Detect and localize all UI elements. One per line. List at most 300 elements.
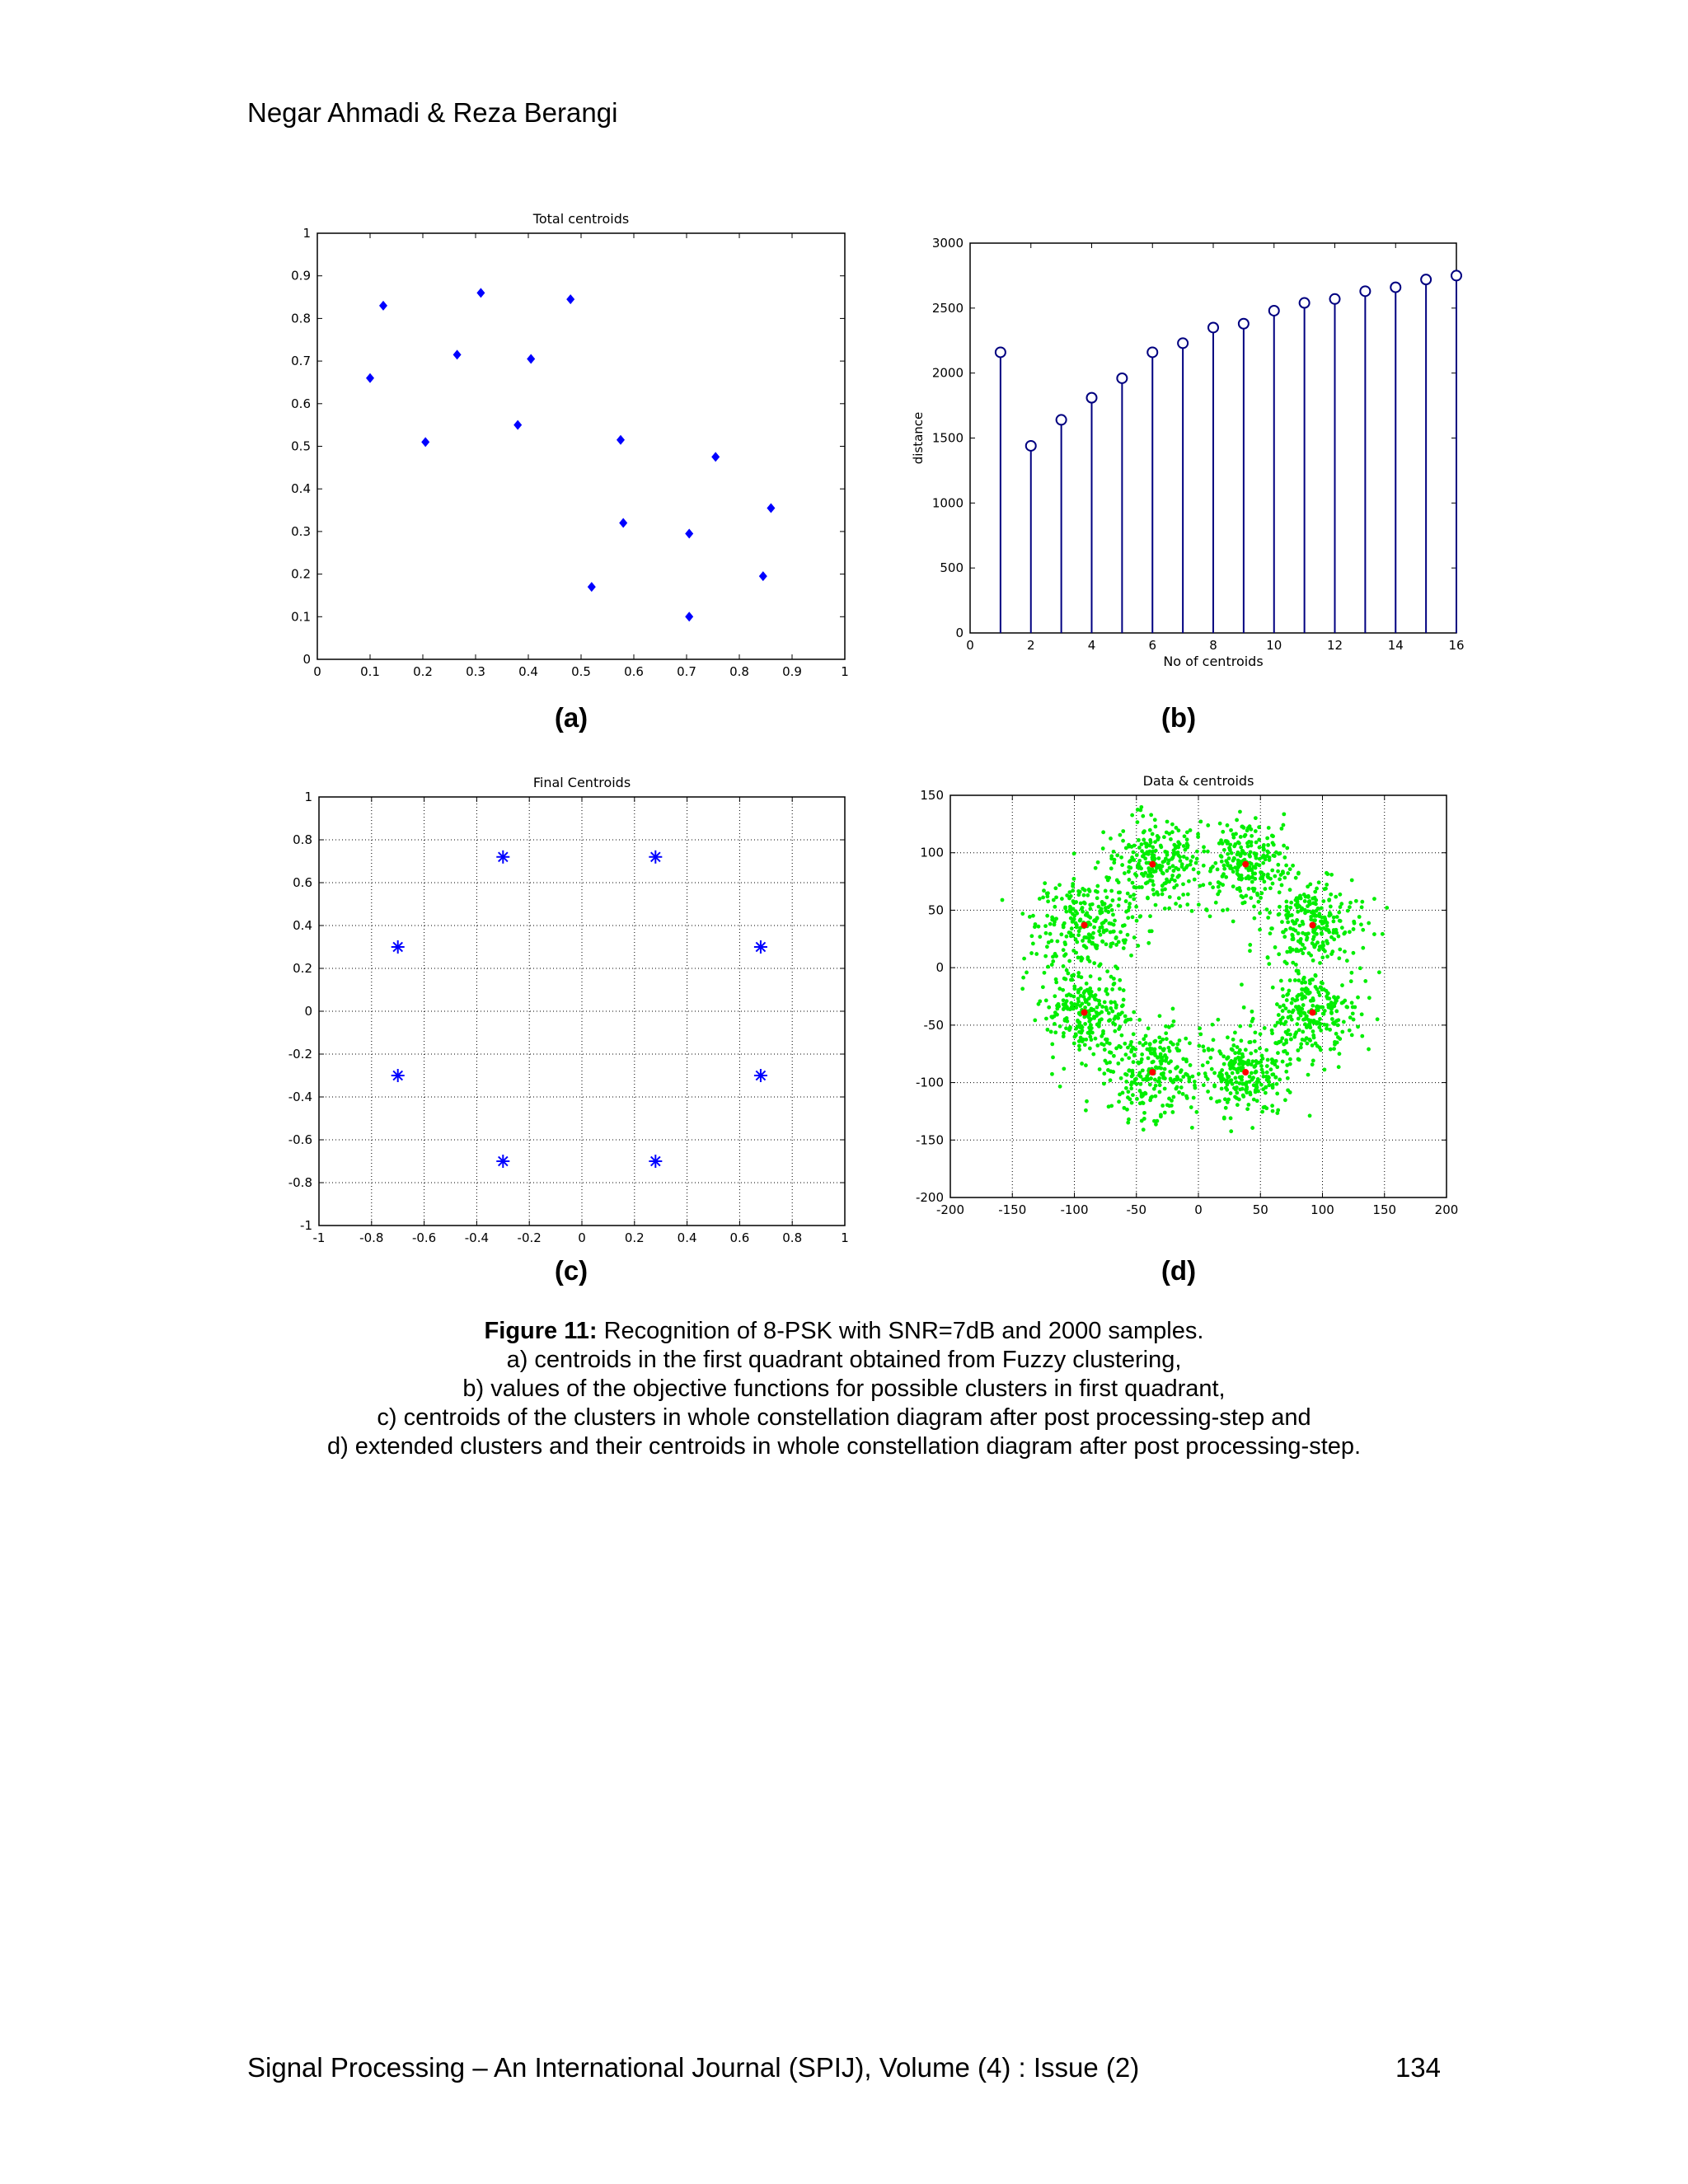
data-point xyxy=(1020,912,1025,916)
data-point xyxy=(1354,899,1358,903)
data-point xyxy=(1168,1049,1172,1053)
data-point xyxy=(1262,843,1266,847)
data-point xyxy=(1053,1015,1057,1019)
data-point xyxy=(1208,1056,1212,1060)
data-point xyxy=(1211,1023,1215,1027)
y-tick-label: 0 xyxy=(955,626,964,640)
data-point xyxy=(1206,850,1210,854)
x-tick-label: 8 xyxy=(1209,638,1217,653)
data-point xyxy=(1045,914,1049,918)
data-point xyxy=(1111,941,1115,945)
data-point xyxy=(1246,874,1250,879)
data-point xyxy=(1282,855,1287,860)
data-point xyxy=(1253,1030,1257,1034)
data-point xyxy=(1280,827,1284,831)
data-point xyxy=(1348,930,1352,934)
data-point xyxy=(1078,919,1082,923)
data-point xyxy=(1308,1038,1312,1043)
data-point xyxy=(1112,977,1116,981)
data-point xyxy=(1190,1126,1194,1130)
data-point xyxy=(1222,864,1226,868)
data-point xyxy=(1315,1005,1319,1009)
data-point xyxy=(1157,1076,1161,1080)
centroid-marker xyxy=(392,1069,405,1082)
data-point xyxy=(1244,833,1248,837)
data-point xyxy=(1065,1019,1069,1024)
data-point xyxy=(1260,1110,1264,1114)
stem-marker xyxy=(1026,441,1036,451)
data-point xyxy=(1183,834,1187,838)
data-point xyxy=(1226,1083,1230,1087)
data-point xyxy=(1323,1009,1327,1013)
x-tick-label: -0.4 xyxy=(464,1230,490,1245)
data-point xyxy=(1337,935,1341,939)
data-point xyxy=(1236,1045,1240,1049)
data-point xyxy=(1034,952,1039,956)
data-point xyxy=(1111,1021,1115,1025)
data-point xyxy=(1329,1047,1333,1052)
data-point xyxy=(1348,901,1353,905)
data-point xyxy=(1255,892,1259,896)
x-tick-label: 1 xyxy=(841,1230,849,1245)
data-point xyxy=(1290,933,1294,937)
data-point xyxy=(1217,1049,1221,1053)
x-tick-label: 100 xyxy=(1311,1202,1334,1217)
data-point xyxy=(1334,928,1339,932)
y-tick-label: 500 xyxy=(940,560,964,576)
data-point xyxy=(1092,995,1096,999)
data-point xyxy=(1118,833,1122,837)
data-point xyxy=(1178,1038,1182,1043)
data-point xyxy=(1231,1062,1236,1066)
data-point xyxy=(1148,879,1152,883)
data-point xyxy=(1184,1060,1189,1064)
data-point xyxy=(1181,1092,1185,1096)
data-point xyxy=(1268,911,1272,915)
data-point xyxy=(1249,1024,1253,1028)
data-point xyxy=(1076,971,1081,975)
data-point xyxy=(1138,808,1142,813)
data-point xyxy=(1047,1005,1051,1010)
data-point xyxy=(1038,897,1042,901)
stem-marker xyxy=(1087,393,1097,403)
data-point xyxy=(1165,820,1170,824)
stem-marker xyxy=(1178,338,1188,348)
data-point xyxy=(1266,1058,1270,1062)
data-point xyxy=(1266,955,1270,959)
data-point xyxy=(1303,899,1307,903)
caption-text-1: Recognition of 8-PSK with SNR=7dB and 2000 samples. xyxy=(597,1318,1204,1344)
data-point xyxy=(1287,1010,1291,1014)
data-point xyxy=(1223,839,1227,843)
data-point xyxy=(1361,946,1365,950)
data-point xyxy=(1212,1085,1217,1089)
data-point xyxy=(1134,1077,1138,1081)
data-point xyxy=(1353,921,1357,926)
data-point xyxy=(1278,890,1282,894)
data-point xyxy=(1141,855,1145,859)
data-point xyxy=(1251,871,1255,875)
data-point xyxy=(1268,877,1273,881)
data-point xyxy=(1037,925,1041,929)
data-point xyxy=(1086,914,1090,918)
data-point xyxy=(1160,1038,1165,1042)
data-point xyxy=(1114,943,1118,947)
data-point xyxy=(1296,903,1301,907)
data-point xyxy=(1154,1066,1158,1070)
data-point xyxy=(1081,887,1085,891)
data-point xyxy=(1136,820,1140,824)
data-point xyxy=(1329,905,1333,909)
x-tick-label: 0 xyxy=(1194,1202,1203,1217)
data-point xyxy=(1211,865,1215,869)
data-point xyxy=(1142,838,1146,842)
data-point xyxy=(1270,1104,1274,1108)
data-point xyxy=(1109,1104,1114,1108)
data-point xyxy=(1334,1019,1339,1023)
data-point xyxy=(1119,1033,1123,1038)
data-point xyxy=(1337,1065,1341,1069)
data-point xyxy=(1273,1076,1278,1080)
data-point xyxy=(1273,1024,1278,1028)
data-point xyxy=(527,354,535,364)
data-point xyxy=(1264,1085,1268,1090)
data-point xyxy=(1363,979,1367,983)
data-point xyxy=(1301,920,1305,924)
data-point xyxy=(1097,987,1101,991)
centroid-point xyxy=(1242,861,1249,868)
y-tick-label: 1 xyxy=(302,226,311,241)
data-point xyxy=(1159,845,1163,849)
data-point xyxy=(1302,946,1306,950)
data-point xyxy=(1284,1020,1288,1024)
data-point xyxy=(1031,914,1035,918)
y-tick-label: 0.6 xyxy=(293,875,312,890)
data-point xyxy=(1260,1068,1264,1072)
data-point xyxy=(1318,1046,1322,1050)
data-point xyxy=(1252,851,1256,855)
data-point xyxy=(1270,1072,1274,1076)
data-point xyxy=(1189,859,1193,863)
data-point xyxy=(1103,1047,1107,1052)
figure-c-label: (c) xyxy=(554,1255,588,1286)
data-point xyxy=(1311,1033,1315,1038)
data-point xyxy=(1071,949,1076,953)
data-point xyxy=(1159,1066,1163,1071)
x-tick-label: 0.4 xyxy=(677,1230,697,1245)
data-point xyxy=(1210,1067,1214,1071)
x-tick-label: 0 xyxy=(313,664,321,679)
data-point xyxy=(1095,944,1100,948)
data-point xyxy=(1148,1083,1152,1087)
data-point xyxy=(1132,897,1136,901)
data-point xyxy=(1122,939,1126,943)
centroid-point xyxy=(1242,1069,1249,1076)
data-point xyxy=(1089,974,1093,978)
y-tick-label: 50 xyxy=(927,902,944,918)
data-point xyxy=(1050,1072,1054,1076)
data-point xyxy=(1146,1056,1151,1060)
data-point xyxy=(1154,1122,1158,1127)
data-point xyxy=(1236,873,1240,877)
data-point xyxy=(1147,874,1151,879)
data-point xyxy=(1153,1039,1157,1043)
data-point xyxy=(1376,1017,1380,1021)
y-tick-label: 0.9 xyxy=(291,268,311,284)
data-point xyxy=(1287,1015,1291,1019)
data-point xyxy=(1146,852,1150,856)
data-point xyxy=(1095,884,1100,888)
data-point xyxy=(1206,1090,1210,1094)
data-point xyxy=(1342,932,1346,936)
data-point xyxy=(1122,988,1126,992)
data-point xyxy=(1168,895,1172,899)
data-point xyxy=(1100,1042,1104,1046)
data-point xyxy=(1116,1016,1120,1020)
data-point xyxy=(1071,899,1076,903)
data-point xyxy=(1288,867,1292,871)
data-point xyxy=(1381,932,1385,936)
data-point xyxy=(1111,912,1115,916)
data-point xyxy=(1259,1060,1263,1064)
data-point xyxy=(1326,991,1330,996)
data-point xyxy=(1092,926,1096,930)
data-point xyxy=(1152,1119,1156,1123)
data-point xyxy=(1185,902,1189,907)
data-point xyxy=(1335,915,1339,919)
data-point xyxy=(1294,876,1298,880)
data-point xyxy=(1334,1032,1339,1036)
data-point xyxy=(1224,1106,1228,1110)
data-point xyxy=(1241,1094,1245,1098)
data-point xyxy=(1118,987,1122,991)
data-point xyxy=(1317,880,1321,884)
data-point xyxy=(1183,848,1187,852)
data-point xyxy=(1100,926,1104,930)
data-point xyxy=(1065,935,1069,939)
data-point xyxy=(1189,863,1193,867)
x-tick-label: 16 xyxy=(1448,638,1465,653)
data-point xyxy=(1140,849,1144,853)
data-point xyxy=(1264,1075,1268,1079)
data-point xyxy=(1109,1001,1114,1005)
stem-marker xyxy=(1300,298,1310,308)
data-point xyxy=(1214,901,1218,905)
data-point xyxy=(1127,1118,1131,1122)
data-point xyxy=(1128,860,1132,864)
data-point xyxy=(1172,1019,1176,1024)
x-tick-label: 4 xyxy=(1087,638,1096,653)
y-tick-label: 0.6 xyxy=(291,396,311,411)
data-point xyxy=(1064,1026,1068,1030)
data-point xyxy=(1220,1087,1224,1091)
data-point xyxy=(1307,900,1311,904)
y-axis-label: distance xyxy=(911,411,926,465)
figure-b xyxy=(903,227,1471,688)
data-point xyxy=(1044,999,1048,1003)
data-point xyxy=(1126,916,1130,920)
data-point xyxy=(1070,926,1074,930)
data-point xyxy=(1307,951,1311,955)
data-point xyxy=(1327,1005,1331,1010)
data-point xyxy=(1296,1005,1301,1009)
data-point xyxy=(1334,895,1338,899)
x-tick-label: 0.2 xyxy=(624,1230,645,1245)
data-point xyxy=(1159,1113,1163,1117)
data-point xyxy=(1245,828,1250,832)
data-point xyxy=(1164,1059,1168,1063)
data-point xyxy=(1179,1085,1184,1090)
data-point xyxy=(1202,1083,1206,1087)
data-point xyxy=(1249,827,1253,832)
data-point xyxy=(1186,893,1190,897)
data-point xyxy=(1315,907,1320,911)
figure-a-label: (a) xyxy=(554,702,588,733)
centroid-marker xyxy=(496,851,509,864)
data-point xyxy=(1142,1111,1146,1115)
data-point xyxy=(1279,1021,1283,1025)
data-point xyxy=(1351,1005,1355,1010)
data-point xyxy=(1288,978,1292,982)
data-point xyxy=(1124,910,1128,914)
x-tick-label: 6 xyxy=(1148,638,1157,653)
data-point xyxy=(1305,1024,1309,1029)
data-point xyxy=(1089,1023,1093,1027)
stem-marker xyxy=(1147,347,1157,357)
x-tick-label: 0.8 xyxy=(729,664,749,679)
data-point xyxy=(1146,1026,1151,1030)
data-point xyxy=(1071,920,1075,924)
data-point xyxy=(1136,944,1140,948)
data-point xyxy=(1351,1011,1355,1015)
y-tick-label: -150 xyxy=(915,1132,944,1148)
data-point xyxy=(1043,954,1048,958)
data-point xyxy=(1118,898,1122,902)
data-point xyxy=(1062,1002,1066,1006)
data-point xyxy=(1161,1074,1165,1078)
data-point xyxy=(1267,962,1271,966)
caption-line-4: c) centroids of the clusters in whole constellation diagram after post processing-step and xyxy=(377,1404,1311,1431)
data-point xyxy=(1209,1096,1213,1100)
chart-c xyxy=(272,758,857,1257)
data-point xyxy=(1293,978,1297,982)
data-point xyxy=(1170,1099,1174,1103)
data-point xyxy=(1087,1002,1091,1006)
data-point xyxy=(1129,954,1133,958)
data-point xyxy=(1315,1022,1319,1026)
data-point xyxy=(1195,850,1199,854)
data-point xyxy=(1238,1024,1242,1029)
data-point xyxy=(1158,1083,1162,1087)
data-point xyxy=(1346,909,1350,913)
data-point xyxy=(1192,867,1196,871)
data-point xyxy=(1385,906,1389,910)
data-point xyxy=(1077,1047,1081,1052)
data-point xyxy=(1150,929,1154,933)
data-point xyxy=(1244,1047,1248,1052)
figure-d-label: (d) xyxy=(1160,1255,1197,1286)
data-point xyxy=(1198,884,1202,888)
data-point xyxy=(1196,835,1200,839)
data-point xyxy=(1110,987,1114,991)
data-point xyxy=(1238,1048,1242,1052)
data-point xyxy=(1107,1011,1111,1015)
data-point xyxy=(1239,846,1243,850)
data-point xyxy=(1217,1099,1221,1104)
data-point xyxy=(1276,1108,1280,1113)
data-point xyxy=(1158,1090,1162,1094)
data-point xyxy=(1038,935,1042,939)
data-point xyxy=(1150,1047,1154,1051)
data-point xyxy=(1129,1050,1133,1054)
data-point xyxy=(1250,1126,1254,1130)
data-point xyxy=(1190,1075,1194,1079)
data-point xyxy=(1251,887,1255,891)
data-point xyxy=(1182,844,1186,848)
data-point xyxy=(1275,1002,1279,1006)
data-point xyxy=(1285,998,1289,1002)
data-point xyxy=(1195,857,1199,861)
data-point xyxy=(1360,1012,1364,1016)
data-point xyxy=(1076,996,1081,1001)
x-tick-label: -0.8 xyxy=(359,1230,384,1245)
x-axis-label: No of centroids xyxy=(1163,654,1264,669)
data-point xyxy=(1188,1041,1192,1045)
data-point xyxy=(1193,878,1197,882)
data-point xyxy=(1126,892,1130,896)
x-tick-label: -0.2 xyxy=(517,1230,542,1245)
data-point xyxy=(1060,897,1064,901)
data-point xyxy=(1305,932,1309,936)
data-point xyxy=(1121,924,1125,928)
data-point xyxy=(1250,880,1254,884)
data-point xyxy=(1128,878,1132,882)
data-point xyxy=(1153,1094,1157,1099)
data-point xyxy=(1135,853,1139,857)
data-point xyxy=(1284,1070,1288,1074)
data-point xyxy=(1193,1080,1197,1084)
data-point xyxy=(1249,1093,1253,1097)
data-point xyxy=(1058,1085,1062,1089)
data-point xyxy=(1342,1020,1346,1024)
data-point xyxy=(1243,900,1247,904)
data-point xyxy=(1268,931,1273,935)
data-point xyxy=(1300,981,1304,985)
data-point xyxy=(1254,1080,1259,1085)
data-point xyxy=(1128,1097,1132,1101)
data-point xyxy=(1118,930,1123,935)
data-point xyxy=(1029,951,1034,955)
running-header: Negar Ahmadi & Reza Berangi xyxy=(247,97,618,128)
y-tick-label: 1500 xyxy=(931,430,964,446)
data-point xyxy=(421,437,429,447)
data-point xyxy=(1273,874,1277,879)
data-point xyxy=(1165,831,1169,835)
data-point xyxy=(617,435,625,445)
data-point xyxy=(1220,855,1224,859)
x-tick-label: -50 xyxy=(1126,1202,1146,1217)
data-point xyxy=(1245,1062,1249,1066)
data-point xyxy=(1265,850,1269,854)
data-point xyxy=(1109,1078,1113,1082)
data-point xyxy=(566,294,574,304)
data-point xyxy=(1175,883,1179,888)
figure-d xyxy=(894,758,1471,1257)
data-point xyxy=(1329,893,1333,897)
data-point xyxy=(1311,909,1315,913)
data-point xyxy=(1282,876,1287,880)
data-point xyxy=(1124,846,1128,851)
